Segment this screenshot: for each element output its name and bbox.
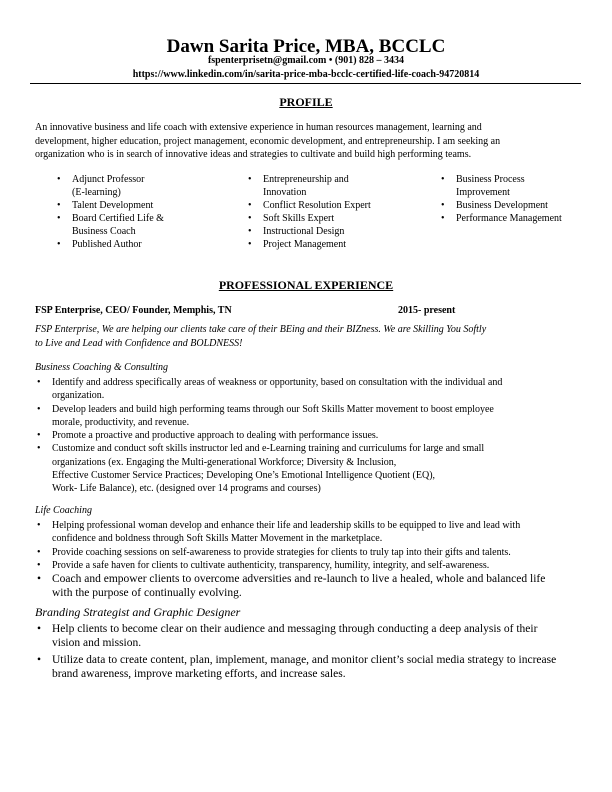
skill-item: • Entrepreneurship and Innovation	[248, 173, 433, 199]
skill-item: • Conflict Resolution Expert	[248, 199, 433, 212]
company-tagline: FSP Enterprise, We are helping our clients take care of their BEing and their BIZness. We are Skilling You Softly to Live and Lead with Confidence and BOLDNESS!	[35, 324, 487, 349]
skill-item: • Soft Skills Expert	[248, 212, 433, 225]
job-dates: 2015- present	[398, 305, 456, 316]
skills-column-2	[248, 173, 433, 251]
job-title: FSP Enterprise, CEO/ Founder, Memphis, TN	[35, 305, 232, 316]
list-item: • Helping professional woman develop and enhance their life and leadership skills to be equipped to live and lead with confidence and boldness through Soft Skills Matter Movement in the marketplace.	[35, 519, 600, 546]
skills-column-1	[57, 173, 237, 251]
list-item: • Identify and address specifically areas of weakness or opportunity, based on consultation with the individual and organization.	[35, 376, 595, 403]
skill-item: • Board Certified Life & Business Coach	[57, 212, 237, 238]
list-item: • Provide a safe haven for clients to cultivate authenticity, transparency, humility, integrity, and self-awareness.	[35, 559, 600, 572]
candidate-name: Dawn Sarita Price, MBA, BCCLC	[166, 36, 446, 57]
linkedin-url: https://www.linkedin.com/in/sarita-price-mba-bcclc-certified-life-coach-94720814	[132, 69, 480, 80]
list-item: • Provide coaching sessions on self-awareness to provide strategies for clients to truly tap into their gifts and talents.	[35, 546, 600, 559]
skill-item: • Business Process Improvement	[441, 173, 611, 199]
skill-item: • Adjunct Professor (E-learning)	[57, 173, 237, 199]
branding-list	[35, 622, 600, 681]
business-coaching-list	[35, 376, 595, 496]
life-coaching-list	[35, 519, 600, 600]
experience-heading: PROFESSIONAL EXPERIENCE	[218, 278, 394, 292]
list-item: • Promote a proactive and productive approach to dealing with performance issues.	[35, 429, 595, 442]
list-item: • Help clients to become clear on their audience and messaging through conducting a deep analysis of their vision and mission.	[35, 622, 600, 650]
contact-info: fspenterprisetn@gmail.com • (901) 828 – 3434	[207, 55, 405, 66]
skill-item: • Published Author	[57, 238, 237, 251]
skill-item: • Project Management	[248, 238, 433, 251]
list-item: • Develop leaders and build high performing teams through our Soft Skills Matter movement to boost employee morale, productivity, and revenue.	[35, 403, 595, 430]
skill-item: • Talent Development	[57, 199, 237, 212]
skill-item: • Instructional Design	[248, 225, 433, 238]
skill-item: • Performance Management	[441, 212, 611, 225]
list-item: • Utilize data to create content, plan, implement, manage, and monitor client’s social media strategy to increase brand awareness, improve marketing efforts, and increase sales.	[35, 653, 600, 681]
list-item: • Customize and conduct soft skills instructor led and e-Learning training and curriculums for large and small organizations (ex. Engaging the Multi-generational Workforce; Diversity & Inclusion, Effective Customer Service Practices; Developing One’s Emotional Intelligence Quotient (EQ), Work- Life Balance), etc. (designed over 14 programs and courses)	[35, 442, 595, 495]
list-item: • Coach and empower clients to overcome adversities and re-launch to live a healed, whole and balanced life with the purpose of continually evolving.	[35, 572, 600, 600]
section-title-life-coaching: Life Coaching	[35, 505, 92, 516]
skill-item: • Business Development	[441, 199, 611, 212]
section-title-branding: Branding Strategist and Graphic Designer	[35, 605, 241, 619]
section-title-business-coaching: Business Coaching & Consulting	[35, 362, 169, 373]
profile-summary: An innovative business and life coach with extensive experience in human resources management, learning and development, higher education, project management, economic development, and entrepreneurship. I am seeking an organization who is in search of innovative ideas and strategies to cultivate and build high performing teams.	[35, 122, 501, 160]
profile-heading: PROFILE	[279, 95, 333, 109]
skills-column-3	[441, 173, 611, 225]
header-divider	[30, 83, 581, 84]
